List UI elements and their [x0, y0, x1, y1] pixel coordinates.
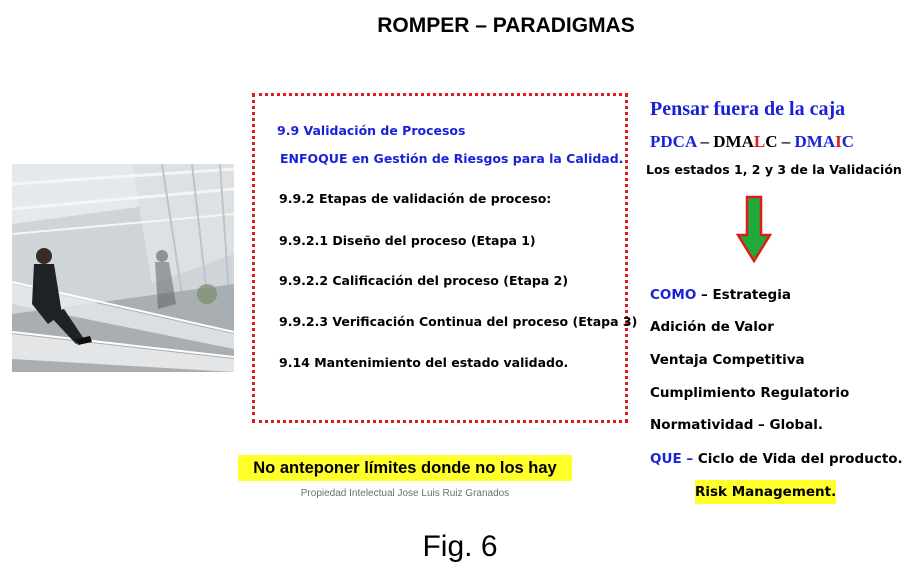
que-text: Ciclo de Vida del producto.	[693, 451, 903, 467]
como-text: – Estrategia	[696, 287, 791, 303]
box-item: 9.9.2.1 Diseño del proceso (Etapa 1)	[279, 233, 536, 248]
no-limits-banner: No anteponer límites donde no los hay	[238, 455, 572, 481]
dmaic-c: C	[841, 132, 855, 151]
separator: –	[696, 132, 714, 151]
que-label: QUE –	[650, 451, 694, 467]
como-line	[650, 287, 791, 303]
methodology-line	[650, 132, 854, 152]
office-photo-illustration	[12, 164, 234, 372]
right-list-item: Ventaja Competitiva	[650, 352, 805, 368]
copyright-note: Propiedad Intelectual Jose Luis Ruiz Granados	[300, 488, 510, 499]
dmalc-prefix: DMA	[713, 132, 754, 151]
pdca-label: PDCA	[650, 132, 697, 151]
validation-topics-box	[252, 93, 628, 423]
separator: –	[777, 132, 795, 151]
dmaic-prefix: DMA	[794, 132, 836, 151]
que-line	[650, 451, 903, 467]
dmalc-l: L	[753, 132, 766, 151]
right-list-item: Cumplimiento Regulatorio	[650, 385, 850, 401]
pensar-heading: Pensar fuera de la caja	[650, 98, 846, 120]
estados-line: Los estados 1, 2 y 3 de la Validación	[646, 162, 902, 177]
box-heading-enfoque: ENFOQUE en Gestión de Riesgos para la Calidad.	[280, 151, 624, 166]
right-list-item: Normatividad – Global.	[650, 417, 824, 433]
box-heading-validation: 9.9 Validación de Procesos	[277, 123, 466, 138]
figure-caption: Fig. 6	[422, 530, 498, 563]
risk-management-badge: Risk Management.	[695, 480, 836, 504]
box-item: 9.9.2 Etapas de validación de proceso:	[279, 191, 552, 206]
box-item: 9.9.2.2 Calificación del proceso (Etapa 2)	[279, 273, 569, 288]
right-list-item: Adición de Valor	[650, 319, 774, 335]
dmalc-c: C	[765, 132, 778, 151]
office-photo	[12, 164, 234, 372]
dmaic-i: I	[835, 132, 842, 151]
down-arrow-icon	[736, 195, 772, 270]
como-label: COMO	[650, 287, 697, 303]
box-item: 9.14 Mantenimiento del estado validado.	[279, 355, 569, 370]
page-title: ROMPER – PARADIGMAS	[377, 14, 635, 37]
box-item: 9.9.2.3 Verificación Continua del proceso (Etapa 3)	[279, 314, 638, 329]
